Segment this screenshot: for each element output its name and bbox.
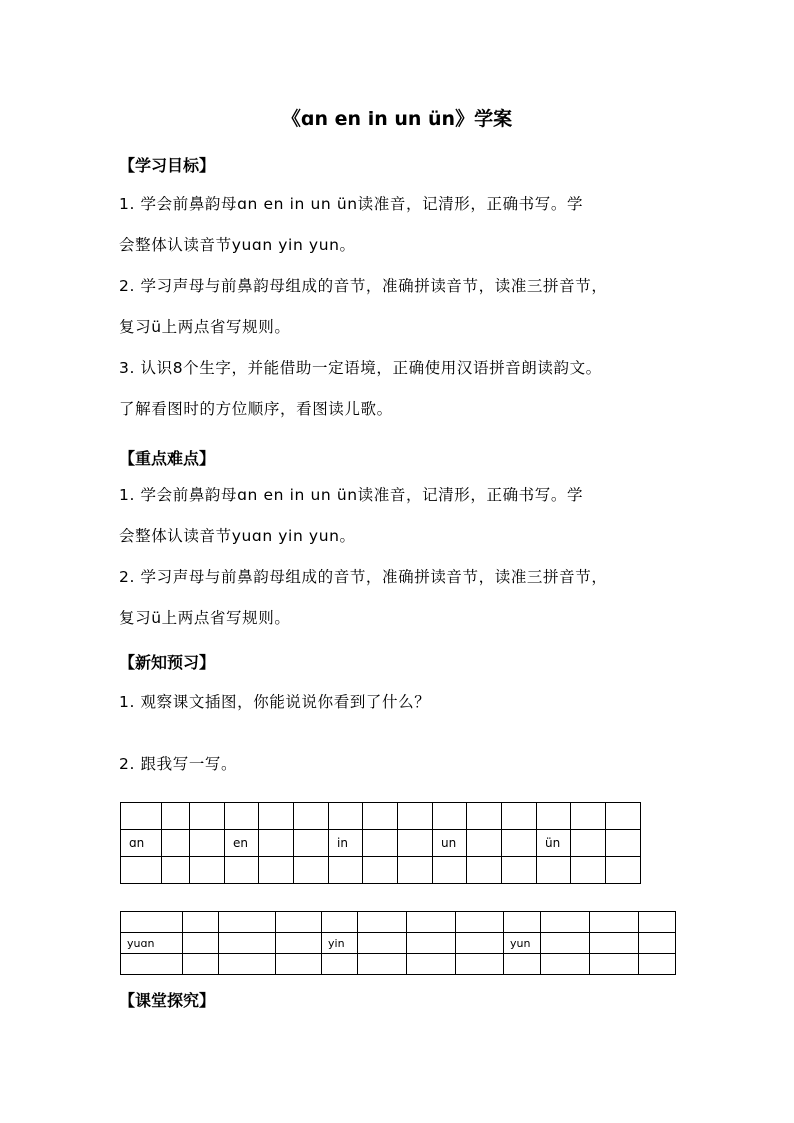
grid-cell[interactable] — [541, 954, 590, 975]
grid-cell[interactable] — [225, 857, 259, 884]
grid-cell[interactable] — [219, 912, 276, 933]
key-points-line: 会整体认读音节yuɑn yin yun。 — [119, 527, 356, 545]
grid-cell[interactable] — [606, 803, 641, 830]
grid-cell[interactable] — [433, 803, 467, 830]
grid-cell[interactable] — [259, 857, 294, 884]
grid-label-yun: yun — [504, 933, 541, 954]
section-heading-preview: 【新知预习】 — [119, 653, 216, 672]
grid-cell[interactable] — [259, 830, 294, 857]
grid-label-vn: ün — [537, 830, 571, 857]
grid-cell[interactable] — [467, 803, 502, 830]
grid-cell[interactable] — [456, 933, 504, 954]
grid-row — [121, 830, 641, 857]
grid-cell[interactable] — [537, 803, 571, 830]
grid-cell[interactable] — [322, 912, 358, 933]
grid-cell[interactable] — [183, 912, 219, 933]
grid-cell[interactable] — [294, 857, 329, 884]
grid-cell[interactable] — [219, 954, 276, 975]
grid-cell[interactable] — [322, 954, 358, 975]
grid-cell[interactable] — [571, 803, 606, 830]
grid-cell[interactable] — [504, 954, 541, 975]
goals-line: 了解看图时的方位顺序，看图读儿歌。 — [119, 400, 393, 418]
grid-cell[interactable] — [639, 933, 676, 954]
goals-line: 2. 学习声母与前鼻韵母组成的音节，准确拼读音节，读准三拼音节， — [119, 277, 608, 295]
grid-cell[interactable] — [407, 954, 456, 975]
section-heading-goals: 【学习目标】 — [119, 156, 216, 175]
section-heading-explore: 【课堂探究】 — [119, 991, 216, 1010]
grid-row — [121, 954, 676, 975]
grid-cell[interactable] — [571, 857, 606, 884]
section-heading-key-points: 【重点难点】 — [119, 449, 216, 468]
grid-row — [121, 857, 641, 884]
grid-cell[interactable] — [190, 857, 225, 884]
grid-cell[interactable] — [590, 954, 639, 975]
goals-line: 3. 认识8个生字，并能借助一定语境，正确使用汉语拼音朗读韵文。 — [119, 359, 602, 377]
grid-cell[interactable] — [276, 954, 322, 975]
grid-cell[interactable] — [639, 912, 676, 933]
grid-cell[interactable] — [363, 803, 398, 830]
grid-cell[interactable] — [259, 803, 294, 830]
grid-cell[interactable] — [537, 857, 571, 884]
grid-cell[interactable] — [433, 857, 467, 884]
goals-line: 会整体认读音节yuɑn yin yun。 — [119, 236, 356, 254]
grid-cell[interactable] — [590, 912, 639, 933]
grid-cell[interactable] — [467, 857, 502, 884]
grid-cell[interactable] — [502, 830, 537, 857]
grid-cell[interactable] — [294, 830, 329, 857]
grid-cell[interactable] — [502, 803, 537, 830]
grid-cell[interactable] — [456, 912, 504, 933]
grid-cell[interactable] — [121, 803, 162, 830]
grid-cell[interactable] — [606, 830, 641, 857]
grid-cell[interactable] — [541, 912, 590, 933]
grid-cell[interactable] — [541, 933, 590, 954]
grid-cell[interactable] — [407, 933, 456, 954]
grid-cell[interactable] — [329, 857, 363, 884]
grid-cell[interactable] — [162, 803, 190, 830]
grid-cell[interactable] — [162, 857, 190, 884]
grid-label-un: un — [433, 830, 467, 857]
grid-cell[interactable] — [398, 803, 433, 830]
key-points-line: 复习ü上两点省写规则。 — [119, 609, 291, 627]
preview-question-2: 2. 跟我写一写。 — [119, 755, 238, 773]
grid-cell[interactable] — [121, 857, 162, 884]
grid-cell[interactable] — [121, 954, 183, 975]
key-points-line: 1. 学会前鼻韵母ɑn en in un ün读准音，记清形，正确书写。学 — [119, 486, 584, 504]
grid-label-in: in — [329, 830, 363, 857]
grid-label-yin: yin — [322, 933, 358, 954]
grid-cell[interactable] — [329, 803, 363, 830]
grid-cell[interactable] — [407, 912, 456, 933]
writing-grid-finals — [120, 802, 641, 884]
grid-cell[interactable] — [190, 830, 225, 857]
grid-cell[interactable] — [398, 830, 433, 857]
grid-row — [121, 933, 676, 954]
grid-cell[interactable] — [121, 912, 183, 933]
grid-cell[interactable] — [358, 912, 407, 933]
grid-cell[interactable] — [606, 857, 641, 884]
grid-label-yuan: yuɑn — [121, 933, 183, 954]
grid-cell[interactable] — [190, 803, 225, 830]
grid-cell[interactable] — [162, 830, 190, 857]
grid-cell[interactable] — [502, 857, 537, 884]
grid-cell[interactable] — [398, 857, 433, 884]
grid-cell[interactable] — [183, 954, 219, 975]
grid-cell[interactable] — [456, 954, 504, 975]
grid-label-en: en — [225, 830, 259, 857]
grid-cell[interactable] — [358, 954, 407, 975]
grid-label-an: ɑn — [121, 830, 162, 857]
grid-row — [121, 912, 676, 933]
grid-cell[interactable] — [183, 933, 219, 954]
grid-cell[interactable] — [504, 912, 541, 933]
grid-cell[interactable] — [358, 933, 407, 954]
grid-cell[interactable] — [571, 830, 606, 857]
grid-row — [121, 803, 641, 830]
grid-cell[interactable] — [467, 830, 502, 857]
grid-cell[interactable] — [276, 912, 322, 933]
grid-cell[interactable] — [294, 803, 329, 830]
writing-grid-syllables — [120, 911, 676, 975]
grid-cell[interactable] — [363, 857, 398, 884]
goals-line: 1. 学会前鼻韵母ɑn en in un ün读准音，记清形，正确书写。学 — [119, 195, 584, 213]
goals-line: 复习ü上两点省写规则。 — [119, 318, 291, 336]
preview-question-1: 1. 观察课文插图，你能说说你看到了什么？ — [119, 693, 431, 711]
grid-cell[interactable] — [590, 933, 639, 954]
grid-cell[interactable] — [363, 830, 398, 857]
grid-cell[interactable] — [225, 803, 259, 830]
key-points-line: 2. 学习声母与前鼻韵母组成的音节，准确拼读音节，读准三拼音节， — [119, 568, 608, 586]
grid-cell[interactable] — [639, 954, 676, 975]
grid-cell[interactable] — [276, 933, 322, 954]
page-title: 《ɑn en in un ün》学案 — [281, 108, 513, 130]
grid-cell[interactable] — [219, 933, 276, 954]
